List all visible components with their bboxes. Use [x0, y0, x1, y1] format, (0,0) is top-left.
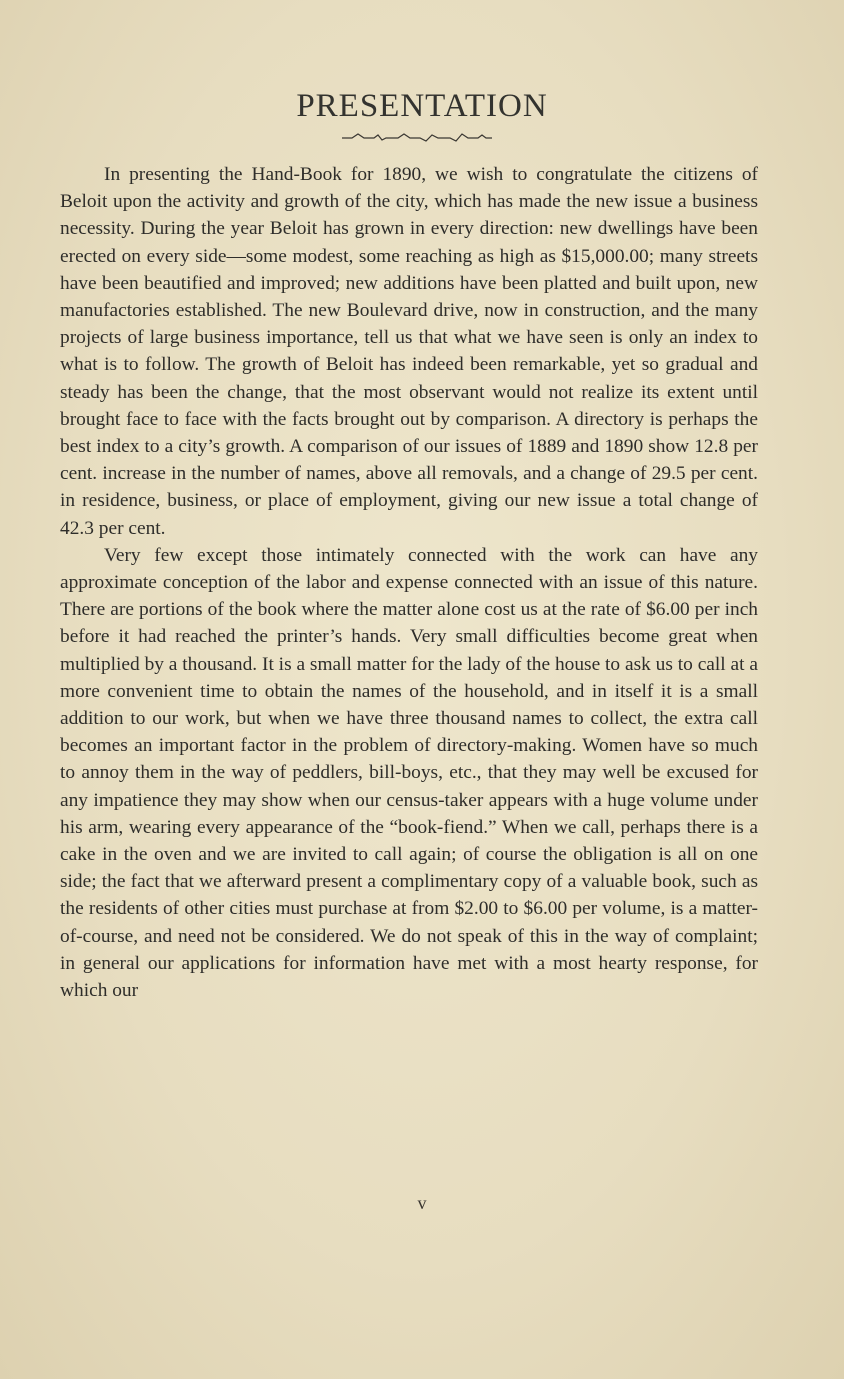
- page-number: v: [417, 1193, 427, 1213]
- ornamental-rule-icon: [342, 130, 492, 144]
- body-text: [60, 161, 758, 1004]
- paragraph: In presenting the Hand-Book for 1890, we wish to congratulate the citizens of Beloit upon the activity and growth of the city, which has made the new issue a business necessity. During the year Beloit has grown in every direction: new dwellings have been erected on every side—some modest, some reaching as high as $15,000.00; many streets have been beautified and improved; new additions have been platted and built upon, new manufactories established. The new Boulevard drive, now in construction, and the many projects of large business importance, tell us that what we have seen is only an index to what is to follow. The growth of Beloit has indeed been remarkable, yet so gradual and steady has been the change, that the most observant would not realize its extent until brought face to face with the facts brought out by comparison. A directory is perhaps the best index to a city’s growth. A comparison of our issues of 1889 and 1890 show 12.8 per cent. increase in the number of names, above all removals, and a change of 29.5 per cent. in residence, business, or place of employment, giving our new issue a total change of 42.3 per cent.: [60, 164, 758, 539]
- paragraph: Very few except those intimately connected with the work can have any approximate conception of the labor and expense connected with an issue of this nature. There are portions of the book where the matter alone cost us at the rate of $6.00 per inch before it had reached the printer’s hands. Very small difficulties become great when multiplied by a thousand. It is a small matter for the lady of the house to ask us to call at a more convenient time to obtain the names of the household, and in itself it is a small addition to our work, but when we have three thousand names to collect, the extra call becomes an important factor in the problem of directory-making. Women have so much to annoy them in the way of peddlers, bill-boys, etc., that they may well be excused for any impatience they may show when our census-taker appears with a huge volume under his arm, wearing every appearance of the “book-fiend.” When we call, perhaps there is a cake in the oven and we are invited to call again; of course the obligation is all on one side; the fact that we afterward present a complimentary copy of a valuable book, such as the residents of other cities must purchase at from $2.00 to $6.00 per volume, is a matter-of-course, and need not be considered. We do not speak of this in the way of complaint; in general our applications for information have met with a most hearty response, for which our: [60, 544, 758, 1002]
- page-title: PRESENTATION: [296, 88, 548, 124]
